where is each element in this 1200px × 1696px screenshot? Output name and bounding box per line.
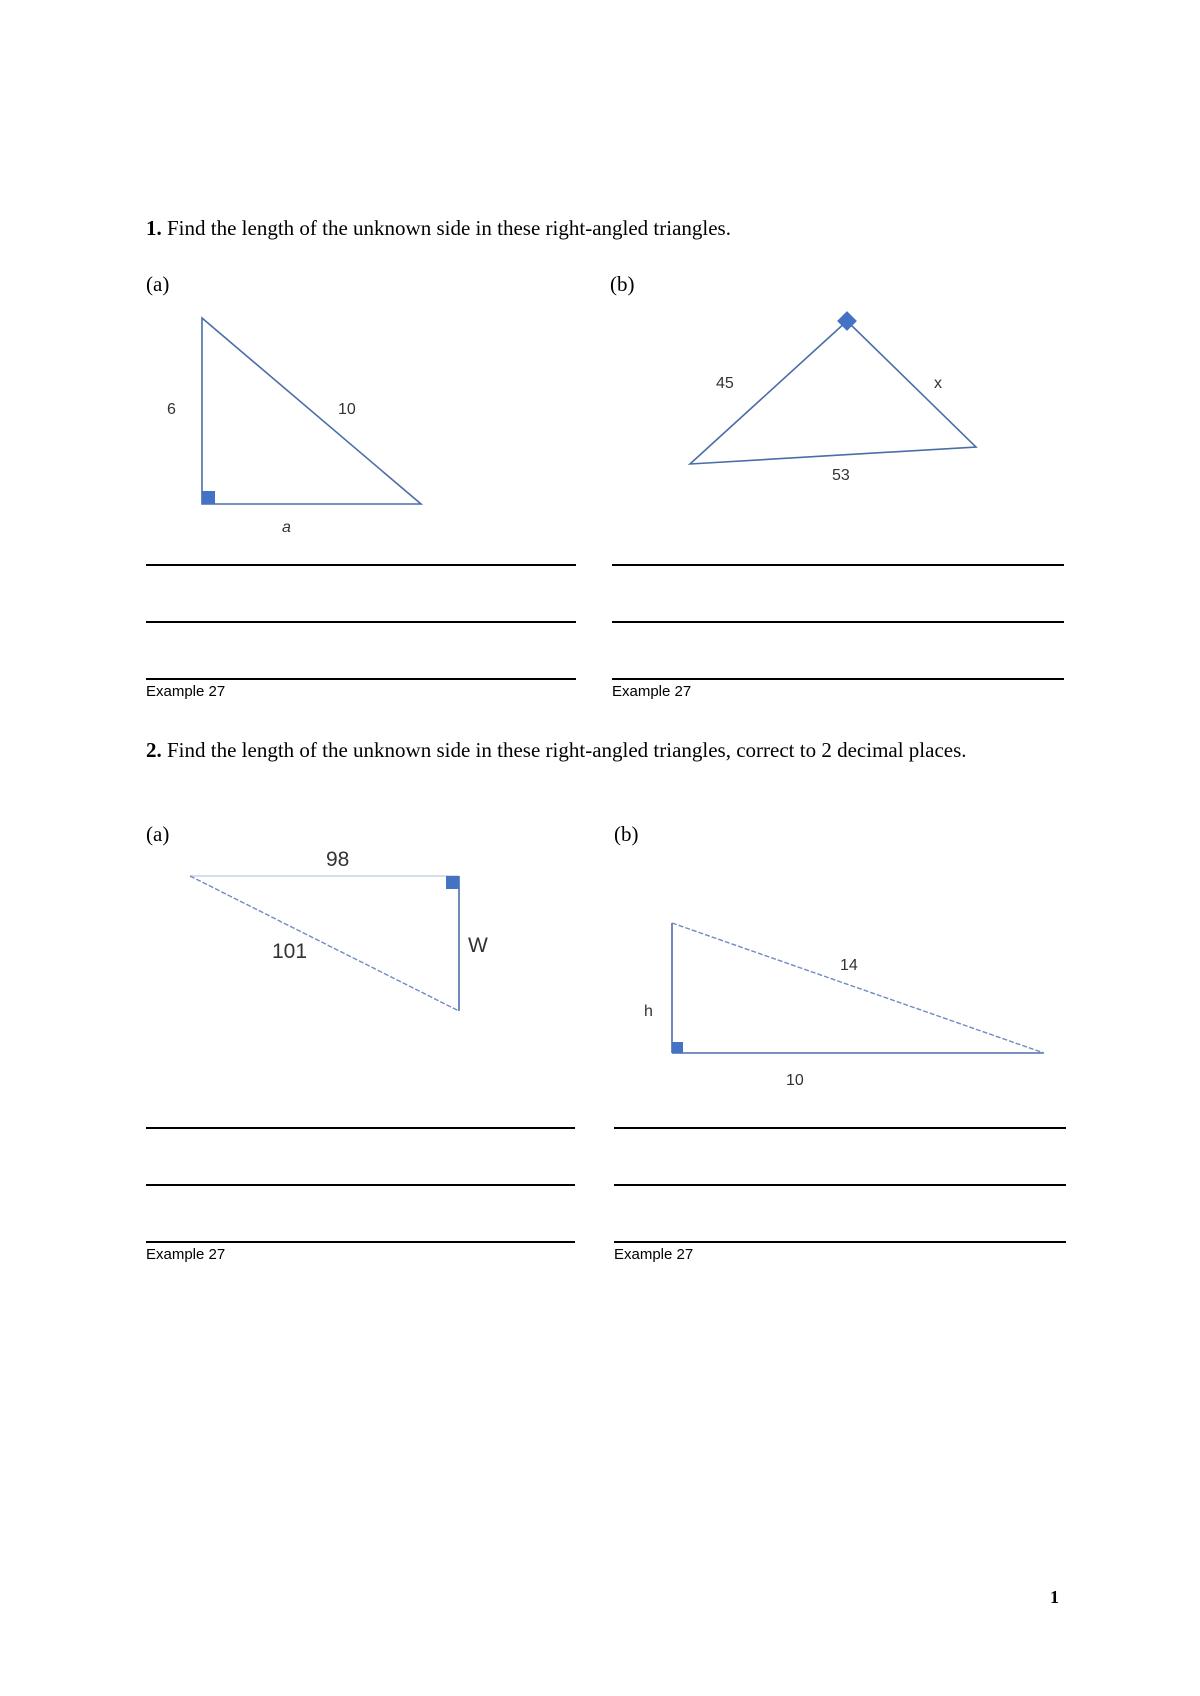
q2b-side-base: 10 — [786, 1072, 804, 1089]
q2b-example-ref: Example 27 — [614, 1246, 694, 1263]
answer-line[interactable] — [614, 1127, 1066, 1129]
q1a-triangle — [167, 318, 421, 536]
answer-line[interactable] — [146, 1241, 575, 1243]
answer-line[interactable] — [612, 678, 1064, 680]
q1a-example-ref: Example 27 — [146, 683, 226, 700]
answer-line[interactable] — [146, 621, 576, 623]
answer-line[interactable] — [612, 621, 1064, 623]
q2a-side-hyp: 101 — [272, 940, 308, 963]
answer-line[interactable] — [612, 564, 1064, 566]
q2a-side-vertical: W — [468, 934, 488, 957]
q1b-example-ref: Example 27 — [612, 683, 692, 700]
right-angle-marker — [446, 876, 459, 889]
q1-part-a-label: (a) — [146, 272, 170, 296]
answer-line[interactable] — [614, 1241, 1066, 1243]
q1b-side-left: 45 — [716, 375, 734, 392]
answer-line[interactable] — [614, 1184, 1066, 1186]
question-2-number: 2. — [146, 738, 162, 762]
q1b-side-base: 53 — [832, 467, 850, 484]
q1b-triangle — [690, 311, 976, 484]
q2b-side-vertical: h — [644, 1003, 653, 1020]
right-angle-marker — [202, 491, 215, 504]
question-2-text: Find the length of the unknown side in these right-angled triangles, correct to 2 decimal places. — [161, 738, 967, 762]
question-1-number: 1. — [146, 216, 162, 240]
q1a-side-hyp: 10 — [338, 401, 356, 418]
q1b-side-right: x — [934, 375, 942, 392]
q2a-triangle — [190, 848, 488, 1011]
q2a-example-ref: Example 27 — [146, 1246, 226, 1263]
answer-line[interactable] — [146, 1184, 575, 1186]
page-number: 1 — [1050, 1587, 1059, 1607]
q2b-triangle — [644, 923, 1044, 1089]
answer-line[interactable] — [146, 564, 576, 566]
q2-part-a-label: (a) — [146, 822, 170, 846]
q2b-side-hyp: 14 — [840, 957, 858, 974]
q1-part-b-label: (b) — [610, 272, 635, 296]
q1a-side-base: a — [282, 519, 291, 536]
q2-part-b-label: (b) — [614, 822, 639, 846]
question-1-text: Find the length of the unknown side in these right-angled triangles. — [161, 216, 731, 240]
right-angle-marker — [672, 1042, 683, 1053]
q2a-side-top: 98 — [326, 848, 350, 871]
answer-line[interactable] — [146, 678, 576, 680]
question-2 — [146, 736, 1046, 764]
q1a-side-vertical: 6 — [167, 401, 176, 418]
answer-line[interactable] — [146, 1127, 575, 1129]
